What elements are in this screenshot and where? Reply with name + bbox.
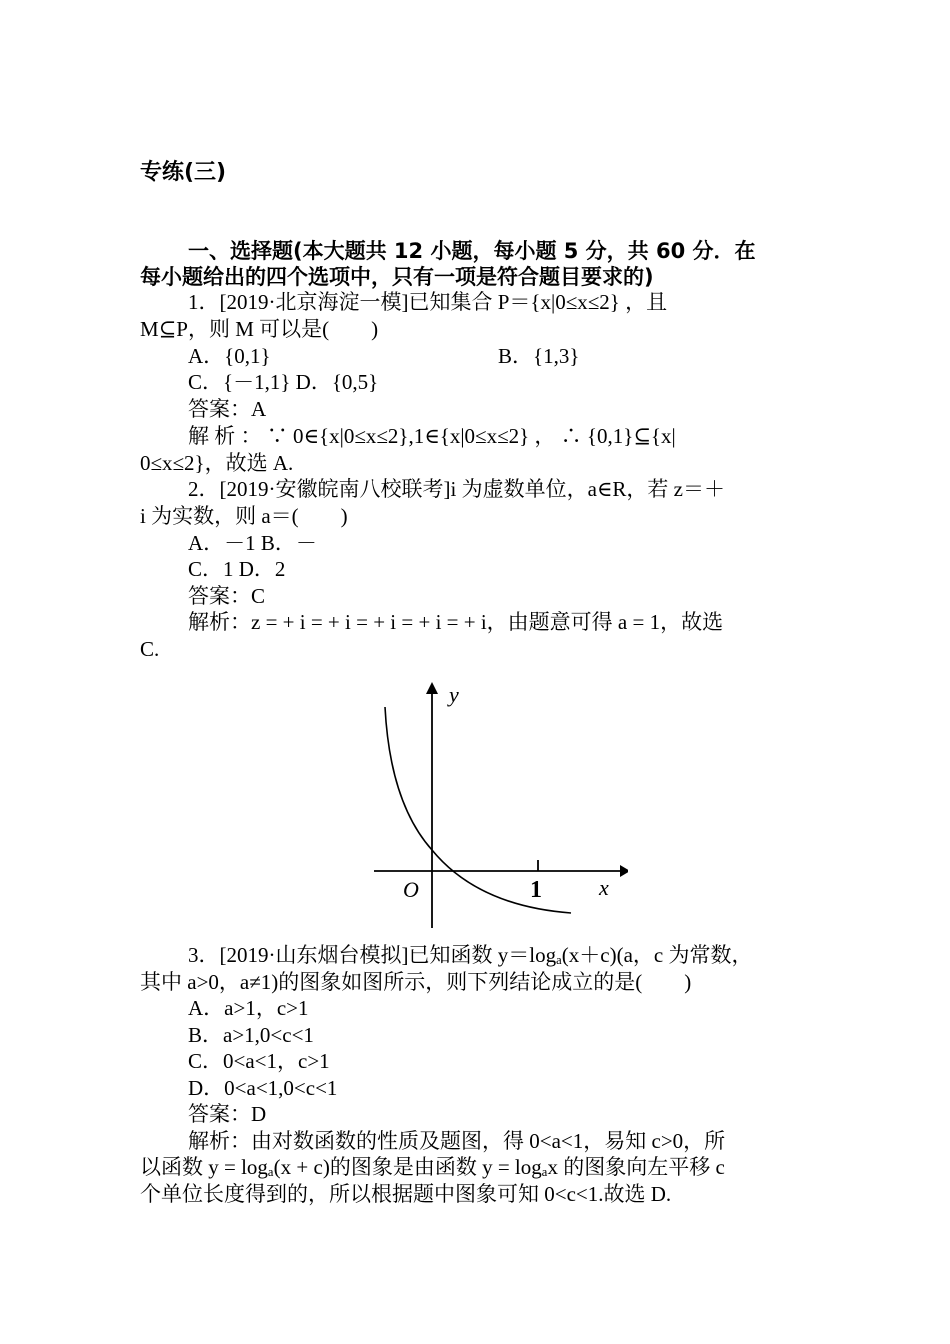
q2-answer: 答案：C: [188, 584, 266, 608]
y-axis-label: y: [449, 682, 459, 707]
q1-stem-line1: 1．[2019·北京海淀一模]已知集合 P＝{x|0≤x≤2} ，且: [188, 290, 668, 314]
q3-analysis-line3: 个单位长度得到的，所以根据题中图象可知 0<c<1.故选 D.: [140, 1182, 672, 1206]
function-graph-figure: [368, 678, 628, 932]
q3-analysis-line1: 解析：由对数函数的性质及题图，得 0<a<1，易知 c>0，所: [188, 1129, 726, 1153]
q3-stem-line1: 3．[2019·山东烟台模拟]已知函数 y＝logₐ(x＋c)(a，c 为常数，: [188, 943, 753, 967]
q3-answer: 答案：D: [188, 1102, 267, 1126]
q1-options-c-d: C．{－1,1} D．{0,5}: [188, 370, 379, 394]
q3-option-c: C．0<a<1，c>1: [188, 1049, 330, 1073]
q2-stem-line1: 2．[2019·安徽皖南八校联考]i 为虚数单位，a∈R，若 z＝＋: [188, 477, 726, 501]
q2-options-c-d: C．1 D．2: [188, 557, 286, 581]
q3-option-b: B．a>1,0<c<1: [188, 1023, 314, 1047]
q3-analysis-line2: 以函数 y = logₐ(x + c)的图象是由函数 y = logₐx 的图象向左平移 c: [140, 1155, 725, 1179]
tick-label-one: 1: [530, 877, 542, 903]
section-heading-line2: 每小题给出的四个选项中，只有一项是符合题目要求的): [140, 265, 654, 289]
origin-label: O: [403, 877, 419, 902]
q2-stem-line2: i 为实数，则 a＝( ): [140, 504, 348, 528]
q1-analysis-line2: 0≤x≤2}，故选 A.: [140, 451, 294, 475]
q2-options-a-b: A．－1 B．－: [188, 531, 317, 555]
q3-option-d: D．0<a<1,0<c<1: [188, 1076, 338, 1100]
page-title: 专练(三): [140, 160, 227, 185]
q3-option-a: A．a>1，c>1: [188, 996, 309, 1020]
q1-answer: 答案：A: [188, 397, 267, 421]
q2-analysis-line1: 解析：z = + i = + i = + i = + i = + i，由题意可得 a = 1，故选: [188, 610, 724, 634]
q3-stem-line2: 其中 a>0，a≠1)的图象如图所示，则下列结论成立的是( ): [140, 970, 692, 994]
q1-option-a: A．{0,1}: [188, 344, 271, 368]
section-heading-line1: 一、选择题(本大题共 12 小题，每小题 5 分，共 60 分．在: [188, 239, 756, 263]
x-axis-label: x: [599, 875, 609, 900]
q1-stem-line2: M⊆P，则 M 可以是( ): [140, 317, 379, 341]
y-axis-arrow-icon: [426, 682, 438, 694]
q1-option-b: B．{1,3}: [498, 344, 580, 368]
q1-analysis-line1: 解 析 ： ∵ 0∈{x|0≤x≤2},1∈{x|0≤x≤2} ， ∴ {0,1}⊆{x|: [188, 424, 676, 448]
x-axis-arrow-icon: [620, 865, 628, 877]
q2-analysis-line2: C.: [140, 637, 160, 661]
